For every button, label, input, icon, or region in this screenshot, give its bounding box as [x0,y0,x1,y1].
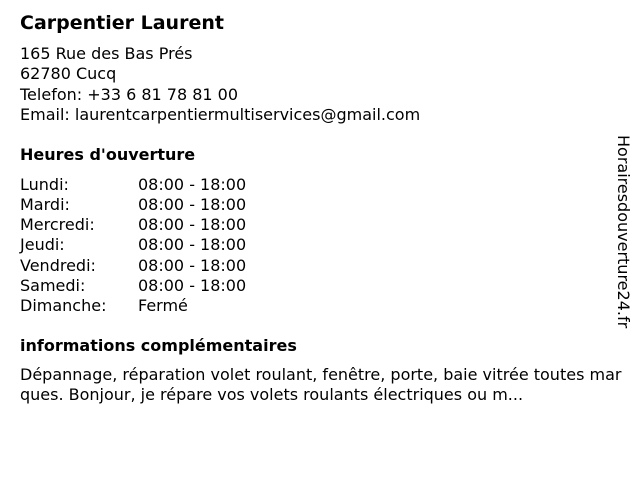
day-label: Mercredi: [20,215,95,235]
email-address: Email: laurentcarpentiermultiservices@gmail.com [20,104,421,124]
hours-heading: Heures d'ouverture [20,145,196,165]
hours-row-tuesday [20,195,620,215]
hours-row-thursday [20,235,620,255]
phone-number: Telefon: +33 6 81 78 81 00 [20,84,239,104]
info-heading: informations complémentaires [20,335,297,355]
day-label: Lundi: [20,175,69,195]
day-hours: 08:00 - 18:00 [138,215,247,235]
business-card [20,10,620,405]
day-label: Mardi: [20,195,70,215]
address-city: 62780 Cucq [20,64,117,84]
day-label: Vendredi: [20,255,96,275]
day-hours: Fermé [138,295,188,315]
day-label: Jeudi: [20,235,65,255]
address-street: 165 Rue des Bas Prés [20,44,193,63]
info-description: Dépannage, réparation volet roulant, fenêtre, porte, baie vitrée toutes marques. Bonjour, je répare vos volets roulants électriques ou m... [20,364,622,404]
contact-block [20,44,620,125]
day-hours: 08:00 - 18:00 [138,275,247,295]
day-label: Samedi: [20,275,86,295]
day-hours: 08:00 - 18:00 [138,255,247,275]
day-hours: 08:00 - 18:00 [138,235,247,255]
hours-row-wednesday [20,215,620,235]
hours-list [20,175,620,316]
hours-row-sunday [20,296,620,316]
business-name: Carpentier Laurent [20,12,224,34]
hours-row-friday [20,256,620,276]
day-hours: 08:00 - 18:00 [138,195,247,215]
site-watermark: Horairesdouverture24.fr [614,135,633,329]
day-label: Dimanche: [20,295,107,315]
hours-row-monday [20,175,620,195]
hours-row-saturday [20,276,620,296]
day-hours: 08:00 - 18:00 [138,175,247,195]
